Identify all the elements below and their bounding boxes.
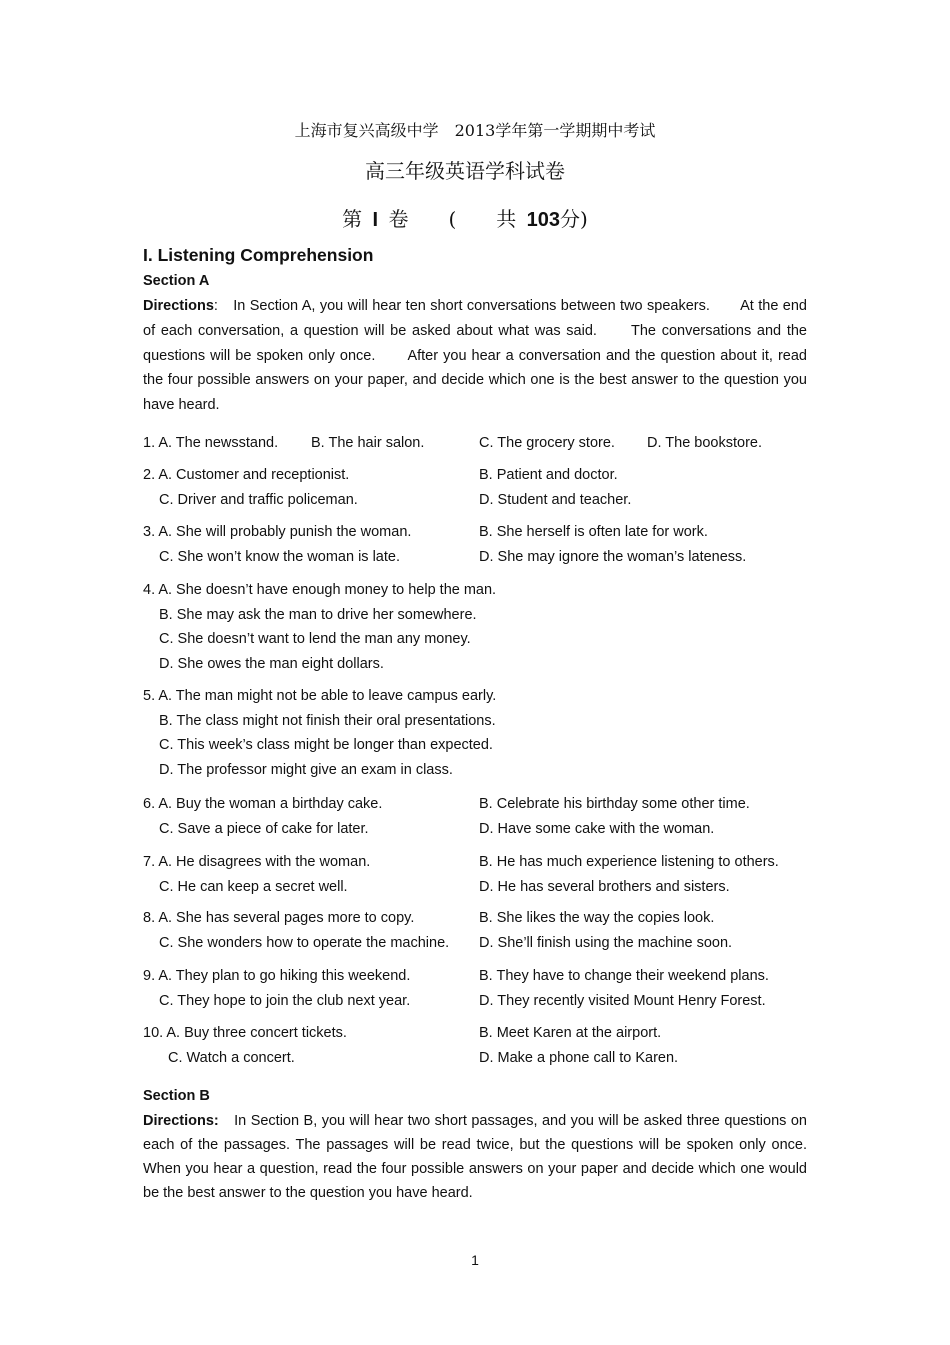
directions-label: Directions: (143, 1113, 219, 1129)
option-a: 10. A. Buy three concert tickets. (143, 1025, 347, 1041)
option-b: B. They have to change their weekend plans. (479, 968, 769, 984)
option-c: C. Driver and traffic policeman. (159, 491, 358, 508)
option-d: D. They recently visited Mount Henry Forest. (479, 992, 766, 1009)
option-c: C. The grocery store. (479, 435, 615, 451)
directions-text: In Section B, you will hear two short passages, and you will be asked three questions on each of the passages. The passages will be read twice, but the questions will be spoken only once. When you hear a question, read the four possible answers on your paper and decide which one would be the best answer to the question you have heard. (143, 1113, 822, 1201)
option-a: 3. A. She will probably punish the woman. (143, 524, 412, 540)
option-a: 2. A. Customer and receptionist. (143, 467, 350, 483)
part-num: I (372, 209, 379, 231)
option-c: C. She won’t know the woman is late. (159, 548, 400, 565)
option-a: 5. A. The man might not be able to leave campus early. (143, 688, 497, 704)
option-a: 7. A. He disagrees with the woman. (143, 854, 371, 870)
directions-label: Directions (143, 298, 214, 314)
option-c: C. He can keep a secret well. (159, 878, 348, 895)
part-title (0, 203, 930, 232)
option-c: C. Save a piece of cake for later. (159, 820, 369, 837)
option-b: B. She likes the way the copies look. (479, 910, 715, 926)
option-a: 1. A. The newsstand. (143, 435, 279, 451)
section-a-directions (143, 294, 807, 418)
option-b: B. Celebrate his birthday some other time. (479, 796, 750, 812)
part-suffix: 分) (560, 207, 588, 231)
question-3 (143, 520, 823, 569)
option-c: C. This week’s class might be longer than expected. (159, 737, 493, 753)
option-b: B. He has much experience listening to others. (479, 854, 779, 870)
option-a: 8. A. She has several pages more to copy. (143, 910, 415, 926)
option-a: 9. A. They plan to go hiking this weekend. (143, 968, 411, 984)
option-a: 4. A. She doesn’t have enough money to help the man. (143, 582, 497, 598)
option-c: C. She doesn’t want to lend the man any money. (159, 631, 471, 647)
question-2 (143, 463, 823, 512)
option-c: C. They hope to join the club next year. (159, 992, 411, 1009)
section-a-heading: Section A (143, 273, 210, 289)
option-d: D. She owes the man eight dollars. (159, 655, 384, 672)
option-d: D. She may ignore the woman’s lateness. (479, 548, 747, 565)
option-d: D. He has several brothers and sisters. (479, 878, 730, 895)
part-score: 103 (526, 209, 560, 231)
option-d: D. The bookstore. (647, 435, 762, 451)
directions-text: : In Section A, you will hear ten short conversations between two speakers. At the end of each conversation, a question will be asked about what was said. The conversations and the questions will be spoken only once. After you hear a conversation and the question about it, read the four possible answers on your paper, and decide which one is the best answer to the question you have heard. (143, 298, 807, 414)
option-a: 6. A. Buy the woman a birthday cake. (143, 796, 383, 812)
option-d: D. She’ll finish using the machine soon. (479, 934, 733, 951)
section-b-directions (143, 1109, 822, 1205)
option-b: B. The class might not finish their oral presentations. (159, 712, 496, 729)
option-c: C. Watch a concert. (168, 1049, 295, 1066)
option-b: B. She herself is often late for work. (479, 524, 708, 540)
question-10 (143, 1021, 823, 1070)
question-7 (143, 850, 823, 899)
option-d: D. Make a phone call to Karen. (479, 1049, 679, 1066)
option-d: D. The professor might give an exam in class. (159, 761, 453, 778)
question-1 (143, 431, 823, 456)
option-b: B. Patient and doctor. (479, 467, 618, 483)
section-title: I. Listening Comprehension (143, 245, 374, 265)
paper-title: 高三年级英语学科试卷 (365, 159, 565, 183)
option-b: B. The hair salon. (311, 435, 425, 451)
option-b: B. Meet Karen at the airport. (479, 1025, 662, 1041)
option-c: C. She wonders how to operate the machine. (159, 934, 450, 951)
option-d: D. Have some cake with the woman. (479, 820, 715, 837)
section-b-heading: Section B (143, 1088, 210, 1104)
question-6 (143, 792, 823, 841)
question-5 (143, 684, 823, 782)
question-4 (143, 578, 823, 676)
page-number: 1 (471, 1252, 479, 1268)
part-mid: 卷 ( 共 (388, 207, 517, 231)
school-line: 上海市复兴高级中学 2013学年第一学期期中考试 (294, 121, 656, 140)
option-b: B. She may ask the man to drive her somewhere. (159, 606, 477, 623)
part-prefix: 第 (342, 207, 363, 231)
option-d: D. Student and teacher. (479, 491, 632, 508)
question-8 (143, 906, 823, 955)
question-9 (143, 964, 823, 1013)
